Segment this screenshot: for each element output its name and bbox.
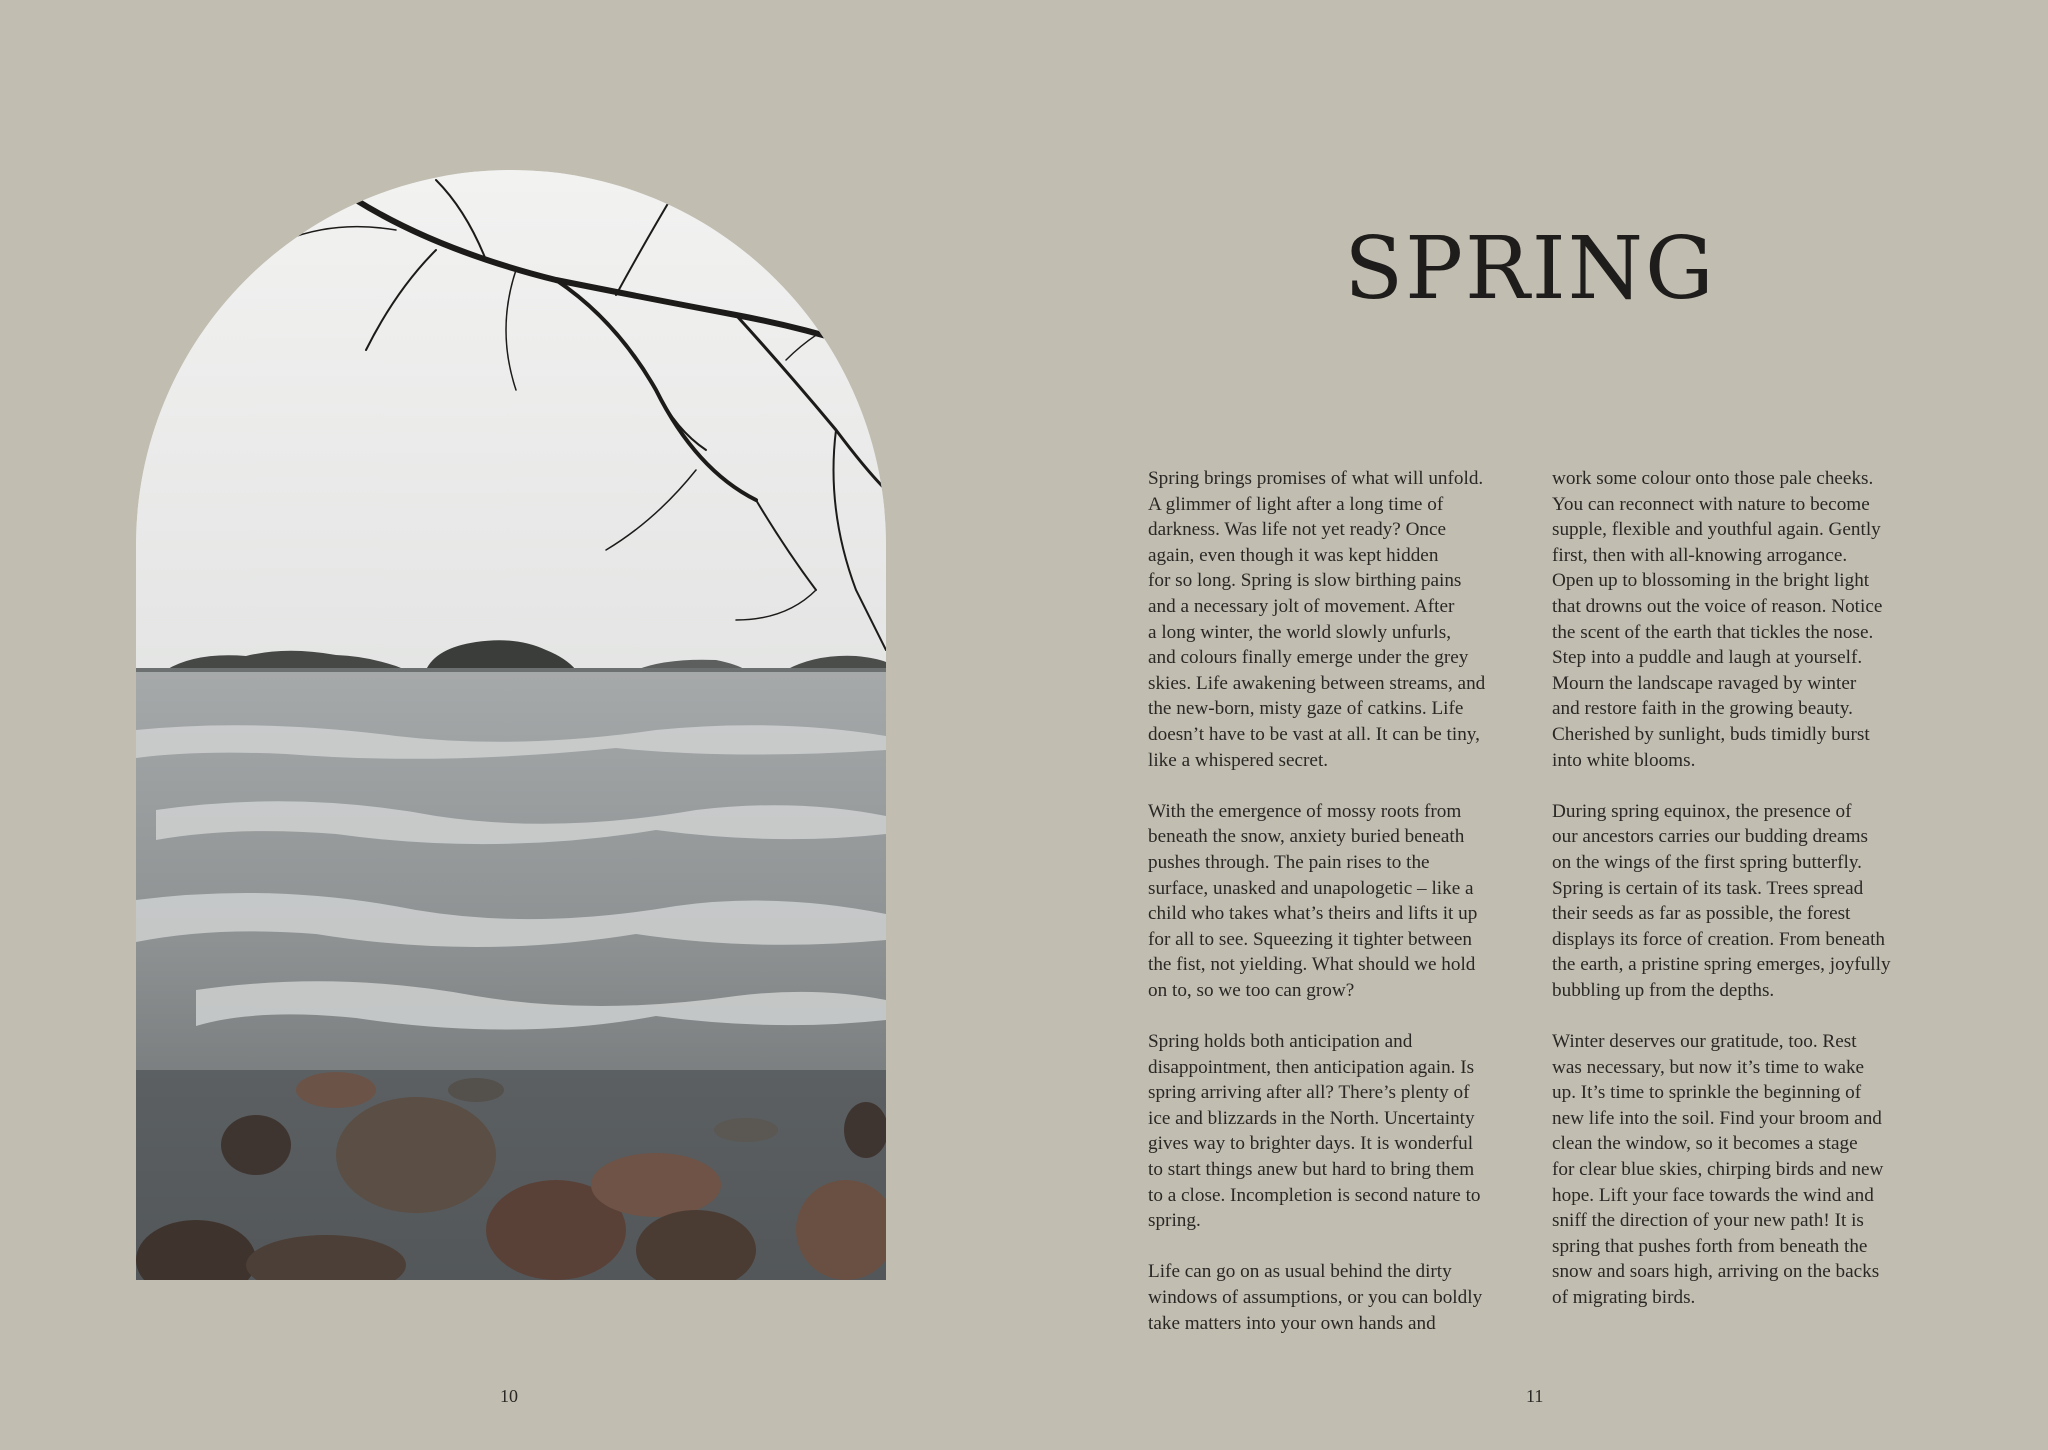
text-column-left xyxy=(1148,466,1530,1362)
paragraph: Winter deserves our gratitude, too. Rest was necessary, but now it’s time to wake up. It’s time to sprinkle the beginning of new life into the soil. Find your broom and clean the window, so it becomes a stage for clear blue skies, chirping birds and new hope. Lift your face towards the wind and sniff the direction of your new path! It is spring that pushes forth from beneath the snow and soars high, arriving on the backs of migrating birds. xyxy=(1552,1031,1884,1308)
paragraph: Spring holds both anticipation and disappointment, then anticipation again. Is spring arriving after all? There’s plenty of ice and blizzards in the North. Uncertainty gives way to brighter days. It is wonderful to start things anew but hard to bring them to a close. Incompletion is second nature to spring. xyxy=(1148,1031,1481,1232)
page-number-right: 11 xyxy=(1526,1386,1544,1406)
text-column-right xyxy=(1552,466,1934,1336)
photo-illustration xyxy=(136,170,886,1280)
paragraph: Life can go on as usual behind the dirty windows of assumptions, or you can boldly take matters into your own hands and xyxy=(1148,1261,1483,1334)
paragraph: work some colour onto those pale cheeks. You can reconnect with nature to become supple, flexible and youthful again. Gently first, then with all-knowing arrogance. Open up to blossoming in the bright light that drowns out the voice of reason. Notice the scent of the earth that tickles the nose. Step into a puddle and laugh at yourself. Mourn the landscape ravaged by winter and restore faith in the growing beauty. Cherished by sunlight, buds timidly burst into white blooms. xyxy=(1552,468,1883,771)
chapter-title: SPRING xyxy=(1344,219,1716,319)
page-number-left: 10 xyxy=(500,1386,518,1406)
paragraph: With the emergence of mossy roots from beneath the snow, anxiety buried beneath pushes through. The pain rises to the surface, unasked and unapologetic – like a child who takes what’s theirs and lifts it up for all to see. Squeezing it tighter between the fist, not yielding. What should we hold on to, so we too can grow? xyxy=(1148,800,1478,1001)
lake-landscape-photo xyxy=(136,170,886,1280)
paragraph: During spring equinox, the presence of our ancestors carries our budding dreams on the wings of the first spring butterfly. Spring is certain of its task. Trees spread their seeds as far as possible, the forest displays its force of creation. From beneath the earth, a pristine spring emerges, joyfully bubbling up from the depths. xyxy=(1552,800,1891,1001)
paragraph: Spring brings promises of what will unfold. A glimmer of light after a long time of darkness. Was life not yet ready? Once again, even though it was kept hidden for so long. Spring is slow birthing pains and a necessary jolt of movement. After a long winter, the world slowly unfurls, and colours finally emerge under the grey skies. Life awakening between streams, and the new-born, misty gaze of catkins. Life doesn’t have to be vast at all. It can be tiny, like a whispered secret. xyxy=(1148,468,1486,771)
